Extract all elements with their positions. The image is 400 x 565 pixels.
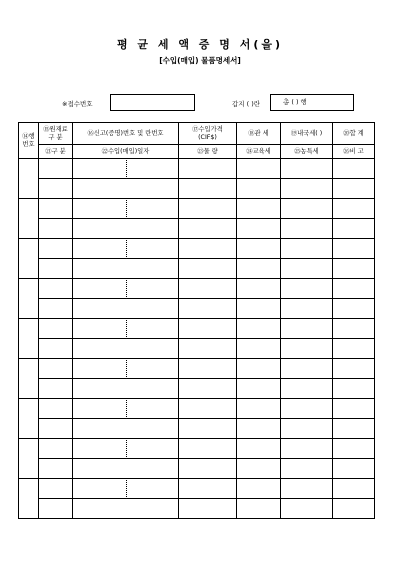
material-type-cell[interactable]: [39, 359, 73, 379]
table-row: [19, 399, 375, 419]
remarks-cell[interactable]: [333, 419, 375, 439]
domestic-tax-cell[interactable]: [281, 199, 333, 219]
declaration-number-cell[interactable]: [73, 239, 179, 259]
material-type-cell[interactable]: [39, 479, 73, 499]
cif-price-cell[interactable]: [179, 199, 237, 219]
row-number-cell[interactable]: [19, 159, 39, 199]
header-remarks: ㉖비 고: [333, 145, 375, 159]
table-row: [19, 439, 375, 459]
remarks-cell[interactable]: [333, 219, 375, 239]
import-date-cell[interactable]: [73, 499, 179, 519]
header-cif-price: ⑰수입가격 (CIF$): [179, 123, 237, 145]
page-subtitle: [수입(매입) 물품명세서]: [159, 56, 241, 65]
total-cell[interactable]: [333, 399, 375, 419]
row-number-cell[interactable]: [19, 479, 39, 519]
category-cell[interactable]: [39, 219, 73, 239]
customs-duty-cell[interactable]: [237, 479, 281, 499]
quantity-cell[interactable]: [179, 219, 237, 239]
customs-duty-cell[interactable]: [237, 279, 281, 299]
declaration-number-cell[interactable]: [73, 439, 179, 459]
customs-duty-cell[interactable]: [237, 199, 281, 219]
dotted-separator: [126, 160, 127, 177]
remarks-cell[interactable]: [333, 379, 375, 399]
table-row: [19, 479, 375, 499]
total-cell[interactable]: [333, 159, 375, 179]
category-cell[interactable]: [39, 459, 73, 479]
table-row: [19, 499, 375, 519]
rural-tax-cell[interactable]: [281, 379, 333, 399]
customs-duty-cell[interactable]: [237, 359, 281, 379]
material-type-cell[interactable]: [39, 279, 73, 299]
dotted-separator: [126, 480, 127, 497]
remarks-cell[interactable]: [333, 459, 375, 479]
table-row: [19, 279, 375, 299]
quantity-cell[interactable]: [179, 299, 237, 319]
education-tax-cell[interactable]: [237, 259, 281, 279]
domestic-tax-cell[interactable]: [281, 479, 333, 499]
declaration-number-cell[interactable]: [73, 359, 179, 379]
material-type-cell[interactable]: [39, 239, 73, 259]
rural-tax-cell[interactable]: [281, 179, 333, 199]
material-type-cell[interactable]: [39, 439, 73, 459]
cif-price-cell[interactable]: [179, 479, 237, 499]
remarks-cell[interactable]: [333, 259, 375, 279]
header-customs-duty: ⑱관 세: [237, 123, 281, 145]
table-row: [19, 239, 375, 259]
table-row: [19, 299, 375, 319]
table-row: [19, 259, 375, 279]
material-type-cell[interactable]: [39, 199, 73, 219]
row-number-cell[interactable]: [19, 319, 39, 359]
quantity-cell[interactable]: [179, 379, 237, 399]
quantity-cell[interactable]: [179, 179, 237, 199]
education-tax-cell[interactable]: [237, 379, 281, 399]
import-date-cell[interactable]: [73, 179, 179, 199]
quantity-cell[interactable]: [179, 339, 237, 359]
education-tax-cell[interactable]: [237, 459, 281, 479]
total-cell[interactable]: [333, 479, 375, 499]
dotted-separator: [126, 360, 127, 377]
import-date-cell[interactable]: [73, 219, 179, 239]
domestic-tax-cell[interactable]: [281, 399, 333, 419]
row-number-cell[interactable]: [19, 199, 39, 239]
import-date-cell[interactable]: [73, 299, 179, 319]
remarks-cell[interactable]: [333, 299, 375, 319]
sheet-reference-label: 갑지 ( )란: [232, 100, 261, 108]
rural-tax-cell[interactable]: [281, 459, 333, 479]
receipt-number-label: ※접수번호: [62, 100, 93, 108]
rural-tax-cell[interactable]: [281, 299, 333, 319]
education-tax-cell[interactable]: [237, 179, 281, 199]
row-number-cell[interactable]: [19, 239, 39, 279]
material-type-cell[interactable]: [39, 159, 73, 179]
import-date-cell[interactable]: [73, 259, 179, 279]
material-type-cell[interactable]: [39, 399, 73, 419]
dotted-separator: [126, 400, 127, 417]
dotted-separator: [126, 440, 127, 457]
cif-price-cell[interactable]: [179, 439, 237, 459]
items-table: [18, 122, 375, 519]
category-cell[interactable]: [39, 339, 73, 359]
import-date-cell[interactable]: [73, 379, 179, 399]
customs-duty-cell[interactable]: [237, 399, 281, 419]
table-row: [19, 459, 375, 479]
quantity-cell[interactable]: [179, 259, 237, 279]
education-tax-cell[interactable]: [237, 499, 281, 519]
category-cell[interactable]: [39, 259, 73, 279]
table-row: [19, 199, 375, 219]
declaration-number-cell[interactable]: [73, 279, 179, 299]
rural-tax-cell[interactable]: [281, 419, 333, 439]
table-row: [19, 419, 375, 439]
total-cell[interactable]: [333, 279, 375, 299]
table-row: [19, 179, 375, 199]
table-row: [19, 159, 375, 179]
declaration-number-cell[interactable]: [73, 159, 179, 179]
material-type-cell[interactable]: [39, 319, 73, 339]
dotted-separator: [126, 200, 127, 217]
header-category: ㉑구 분: [39, 145, 73, 159]
total-cell[interactable]: [333, 199, 375, 219]
import-date-cell[interactable]: [73, 339, 179, 359]
table-row: [19, 319, 375, 339]
category-cell[interactable]: [39, 499, 73, 519]
declaration-number-cell[interactable]: [73, 479, 179, 499]
domestic-tax-cell[interactable]: [281, 159, 333, 179]
header-row-number: ⑭행 번호: [19, 123, 39, 159]
rural-tax-cell[interactable]: [281, 499, 333, 519]
customs-duty-cell[interactable]: [237, 319, 281, 339]
domestic-tax-cell[interactable]: [281, 279, 333, 299]
table-row: [19, 339, 375, 359]
total-cell[interactable]: [333, 319, 375, 339]
total-cell[interactable]: [333, 239, 375, 259]
table-row: [19, 379, 375, 399]
header-material-type: ⑮원재료 구 분: [39, 123, 73, 145]
receipt-number-field[interactable]: [110, 94, 195, 111]
cif-price-cell[interactable]: [179, 359, 237, 379]
row-number-cell[interactable]: [19, 439, 39, 479]
total-cell[interactable]: [333, 359, 375, 379]
domestic-tax-cell[interactable]: [281, 239, 333, 259]
header-education-tax: ㉔교육세: [237, 145, 281, 159]
header-quantity: ㉓물 량: [179, 145, 237, 159]
dotted-separator: [126, 280, 127, 297]
declaration-number-cell[interactable]: [73, 399, 179, 419]
rural-tax-cell[interactable]: [281, 219, 333, 239]
category-cell[interactable]: [39, 419, 73, 439]
category-cell[interactable]: [39, 379, 73, 399]
education-tax-cell[interactable]: [237, 219, 281, 239]
quantity-cell[interactable]: [179, 459, 237, 479]
header-rural-tax: ㉕농특세: [281, 145, 333, 159]
quantity-cell[interactable]: [179, 419, 237, 439]
domestic-tax-cell[interactable]: [281, 359, 333, 379]
remarks-cell[interactable]: [333, 499, 375, 519]
header-import-date: ㉒수입(매입)일자: [73, 145, 179, 159]
header-domestic-tax: ⑲내국세( ): [281, 123, 333, 145]
declaration-number-cell[interactable]: [73, 199, 179, 219]
header-total: ⑳합 계: [333, 123, 375, 145]
remarks-cell[interactable]: [333, 339, 375, 359]
dotted-separator: [126, 240, 127, 257]
row-number-cell[interactable]: [19, 279, 39, 319]
customs-duty-cell[interactable]: [237, 159, 281, 179]
total-cell[interactable]: [333, 439, 375, 459]
cif-price-cell[interactable]: [179, 239, 237, 259]
import-date-cell[interactable]: [73, 459, 179, 479]
declaration-number-cell[interactable]: [73, 319, 179, 339]
category-cell[interactable]: [39, 179, 73, 199]
quantity-cell[interactable]: [179, 499, 237, 519]
total-rows-field[interactable]: 총 ( ) 행: [270, 94, 354, 111]
row-number-cell[interactable]: [19, 359, 39, 399]
header-declaration-number: ⑯신고(증명)번호 및 란번호: [73, 123, 179, 145]
customs-duty-cell[interactable]: [237, 439, 281, 459]
customs-duty-cell[interactable]: [237, 239, 281, 259]
table-row: [19, 359, 375, 379]
cif-price-cell[interactable]: [179, 399, 237, 419]
cif-price-cell[interactable]: [179, 279, 237, 299]
page-title: 평 균 세 액 증 명 서(을): [116, 38, 284, 51]
cif-price-cell[interactable]: [179, 319, 237, 339]
row-number-cell[interactable]: [19, 399, 39, 439]
cif-price-cell[interactable]: [179, 159, 237, 179]
domestic-tax-cell[interactable]: [281, 319, 333, 339]
category-cell[interactable]: [39, 299, 73, 319]
education-tax-cell[interactable]: [237, 299, 281, 319]
table-row: [19, 219, 375, 239]
import-date-cell[interactable]: [73, 419, 179, 439]
education-tax-cell[interactable]: [237, 419, 281, 439]
rural-tax-cell[interactable]: [281, 259, 333, 279]
dotted-separator: [126, 320, 127, 337]
education-tax-cell[interactable]: [237, 339, 281, 359]
remarks-cell[interactable]: [333, 179, 375, 199]
domestic-tax-cell[interactable]: [281, 439, 333, 459]
rural-tax-cell[interactable]: [281, 339, 333, 359]
